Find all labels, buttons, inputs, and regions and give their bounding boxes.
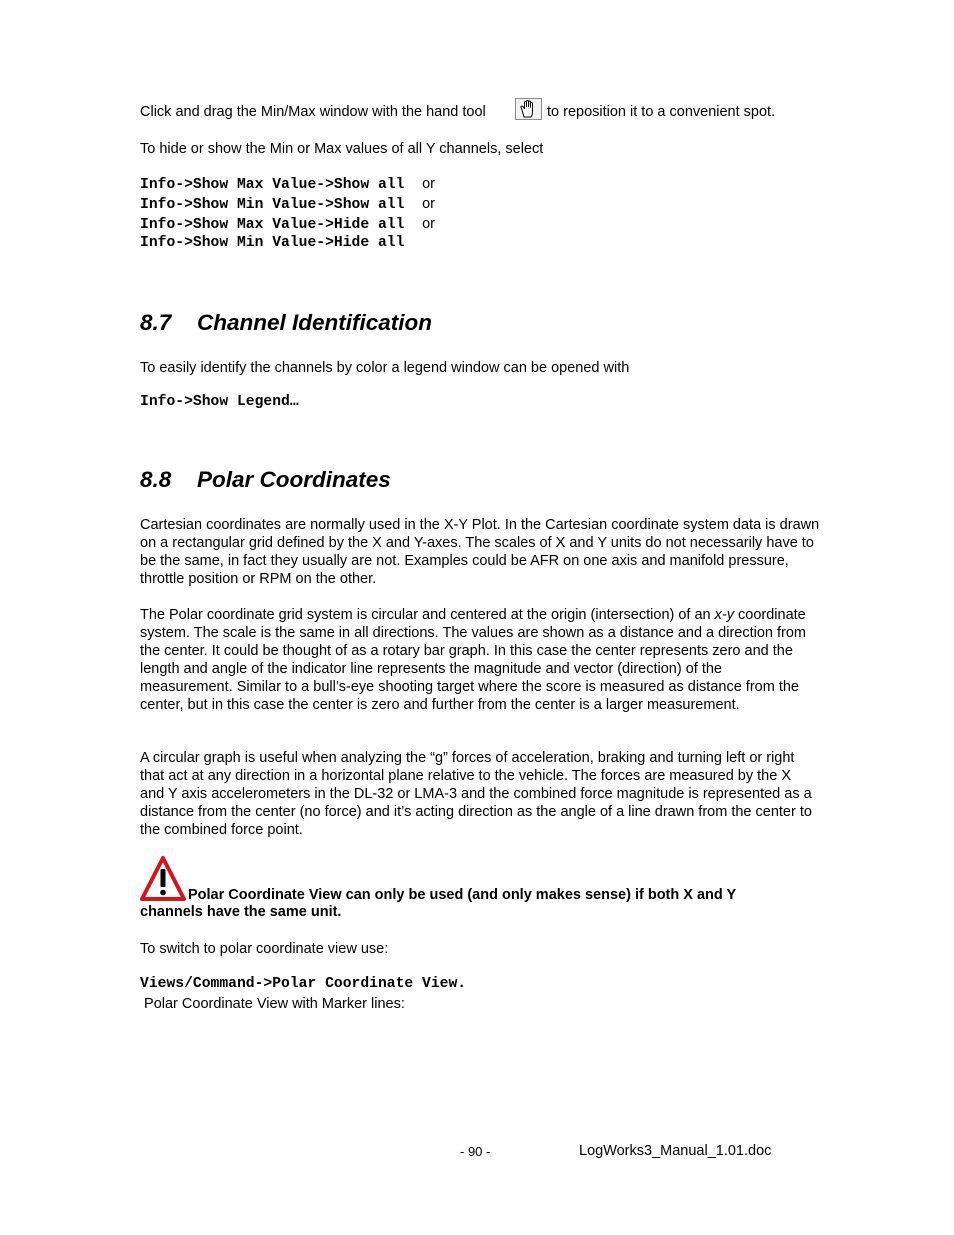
command-line: Info->Show Min Value->Show all or xyxy=(140,196,435,213)
command-line: Info->Show Min Value->Hide all xyxy=(140,235,405,251)
page-number: - 90 - xyxy=(460,1144,491,1159)
hand-tool-text-before: Click and drag the Min/Max window with the hand tool xyxy=(140,104,486,120)
channel-identification-intro: To easily identify the channels by color a legend window can be opened with xyxy=(140,360,630,376)
command-line: Info->Show Max Value->Show all or xyxy=(140,176,435,193)
hand-tool-text-after: to reposition it to a convenient spot. xyxy=(547,104,776,120)
g-forces-paragraph: A circular graph is useful when analyzing the “g” forces of acceleration, braking and turning left or right that act at any direction in a horizontal plane relative to the vehicle. The forces are measured by the X and Y axis accelerometers in the DL-32 or LMA-3 and the combined force magnitude is represented as a distance from the center (no force) and it’s acting direction as the angle of a line drawn from the center to the combined force point. xyxy=(140,750,812,839)
polar-grid-paragraph: The Polar coordinate grid system is circular and centered at the origin (intersection) of an x-y coordinate system. The scale is the same in all directions. The values are shown as a distance and a direction from the center. It could be thought of as a rotary bar graph. In this case the center represents zero and the length and angle of the indicator line represents the magnitude and vector (direction) of the measurement. Similar to a bull’s-eye shooting target where the score is measured as distance from the center, but in this case the center is zero and further from the center is a larger measurement. xyxy=(140,607,806,714)
polar-view-command: Views/Command->Polar Coordinate View. xyxy=(140,976,467,992)
hand-icon xyxy=(515,98,542,120)
show-legend-command: Info->Show Legend… xyxy=(140,394,299,410)
warning-triangle-icon xyxy=(140,856,186,902)
section-heading-channel-identification: 8.7 Channel Identification xyxy=(140,310,433,335)
warning-text-line2: channels have the same unit. xyxy=(140,904,342,920)
section-heading-polar-coordinates: 8.8 Polar Coordinates xyxy=(140,467,391,492)
marker-lines-caption: Polar Coordinate View with Marker lines: xyxy=(140,996,405,1012)
warning-text-line1: Polar Coordinate View can only be used (and only makes sense) if both X and Y xyxy=(188,887,737,903)
hand-tool-instruction xyxy=(140,104,486,120)
hide-show-intro: To hide or show the Min or Max values of all Y channels, select xyxy=(140,141,544,157)
document-filename: LogWorks3_Manual_1.01.doc xyxy=(579,1143,772,1159)
cartesian-paragraph: Cartesian coordinates are normally used in the X-Y Plot. In the Cartesian coordinate system data is drawn on a rectangular grid defined by the X and Y-axes. The scales of X and Y units do not necessarily have to be the same, in fact they usually are not. Examples could be AFR on one axis and manifold pressure, throttle position or RPM on the other. xyxy=(140,517,820,588)
command-line: Info->Show Max Value->Hide all or xyxy=(140,216,435,233)
switch-view-intro: To switch to polar coordinate view use: xyxy=(140,941,389,957)
